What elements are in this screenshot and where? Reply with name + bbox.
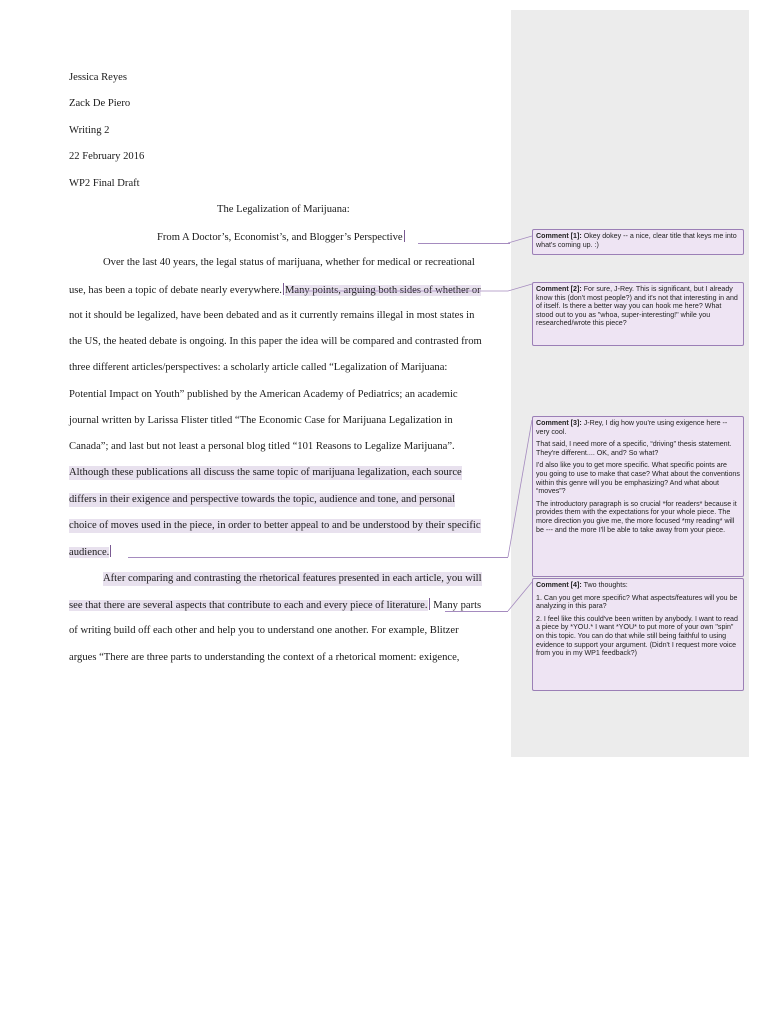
body-line-14a: see that there are several aspects that contribute to each and every piece of literature.: [69, 600, 428, 611]
body-line-10: differs in their exigence and perspective towards the topic, audience and tone, and personal: [69, 494, 456, 505]
comment-2-text: For sure, J-Rey. This is significant, but I already know this (don't most people?) and it's not that interesting in and of itself. Is there a better way you can hook me here? What stood out to you as "whoa, super-interesting!" while you researched/wrote this piece?: [536, 285, 738, 328]
title-line-1: The Legalization of Marijuana:: [217, 204, 350, 215]
comment-1[interactable]: [532, 229, 744, 255]
comment-1-text: Okey dokey -- a nice, clear title that keys me into what's coming up. :): [536, 232, 737, 249]
comment-4-text-2: 1. Can you get more specific? What aspects/features will you be analyzing in this para?: [536, 593, 738, 611]
comment-3-label: Comment [3]:: [536, 419, 582, 427]
author-name: Jessica Reyes: [69, 72, 127, 83]
title-line-2-text: From A Doctor’s, Economist’s, and Blogger’s Perspective: [157, 232, 403, 243]
comment-4-label: Comment [4]:: [536, 581, 582, 589]
comment-4-text-3: 2. I feel like this could've been written by anybody. I want to read a piece by *YOU.* I want *YOU* to put more of your own "spin" on this topic. You can do that while still being faithful to using evidence to support your argument. (Didn't I request more voice from you in my WP1 feedback?): [536, 614, 738, 658]
body-line-8: Canada”; and last but not least a personal blog titled “101 Reasons to Legalize Marijuana”.: [69, 441, 455, 452]
body-line-3: not it should be legalized, have been debated and as it currently remains illegal in most states in: [69, 310, 475, 321]
comment-3-text-1: J-Rey, I dig how you're using exigence here -- very cool.: [536, 419, 728, 436]
body-line-7: journal written by Larissa Flister titled “The Economic Case for Marijuana Legalization in: [69, 415, 453, 426]
body-line-2b: Many points, arguing both sides of whether or: [284, 285, 481, 296]
body-line-9: Although these publications all discuss the same topic of marijuana legalization, each source: [69, 467, 462, 478]
comment-3[interactable]: [532, 416, 744, 577]
body-line-4: the US, the heated debate is ongoing. In this paper the idea will be compared and contrasted from: [69, 336, 482, 347]
comment-3-text-4: The introductory paragraph is so crucial *for readers* because it provides them with the expectations for your whole piece. The more direction you give me, the more focused *my reading* will be --- and the more I'll be able to take away from your piece.: [536, 499, 737, 534]
course-name: Writing 2: [69, 125, 110, 136]
body-line-1: Over the last 40 years, the legal status of marijuana, whether for medical or recreational: [103, 257, 475, 268]
body-line-13: After comparing and contrasting the rhetorical features presented in each article, you will: [103, 573, 482, 584]
body-line-5: three different articles/perspectives: a scholarly article called “Legalization of Marijuana:: [69, 362, 448, 373]
comment-1-label: Comment [1]:: [536, 232, 582, 240]
comment-4-text-1: Two thoughts:: [583, 581, 628, 589]
comment-3-text-2: That said, I need more of a specific, “driving” thesis statement. They're different.... OK, and? So what?: [536, 440, 732, 457]
instructor-name: Zack De Piero: [69, 98, 131, 109]
body-line-11: choice of moves used in the piece, in order to better appeal to and be understood by their specific: [69, 520, 481, 531]
comment-4[interactable]: [532, 578, 744, 691]
comment-2-label: Comment [2]:: [536, 285, 582, 293]
body-line-14b: Many parts: [433, 600, 482, 611]
body-line-12-text: audience.: [69, 547, 110, 558]
assignment-line: WP2 Final Draft: [69, 178, 140, 189]
comment-2[interactable]: [532, 282, 744, 346]
body-line-16: argues “There are three parts to understanding the context of a rhetorical moment: exigence,: [69, 652, 460, 663]
comment-3-text-3: I'd also like you to get more specific. What specific points are you going to use to make that case? What about the conventions within this genre will you be emphasizing? And what about “moves”?: [536, 461, 740, 496]
body-line-15: of writing build off each other and help you to understand one another. For example, Blitzer: [69, 625, 459, 636]
body-line-6: Potential Impact on Youth” published by the American Academy of Pediatrics; an academic: [69, 389, 458, 400]
date-line: 22 February 2016: [69, 151, 145, 162]
body-line-2a: use, has been a topic of debate nearly everywhere.: [69, 285, 282, 296]
